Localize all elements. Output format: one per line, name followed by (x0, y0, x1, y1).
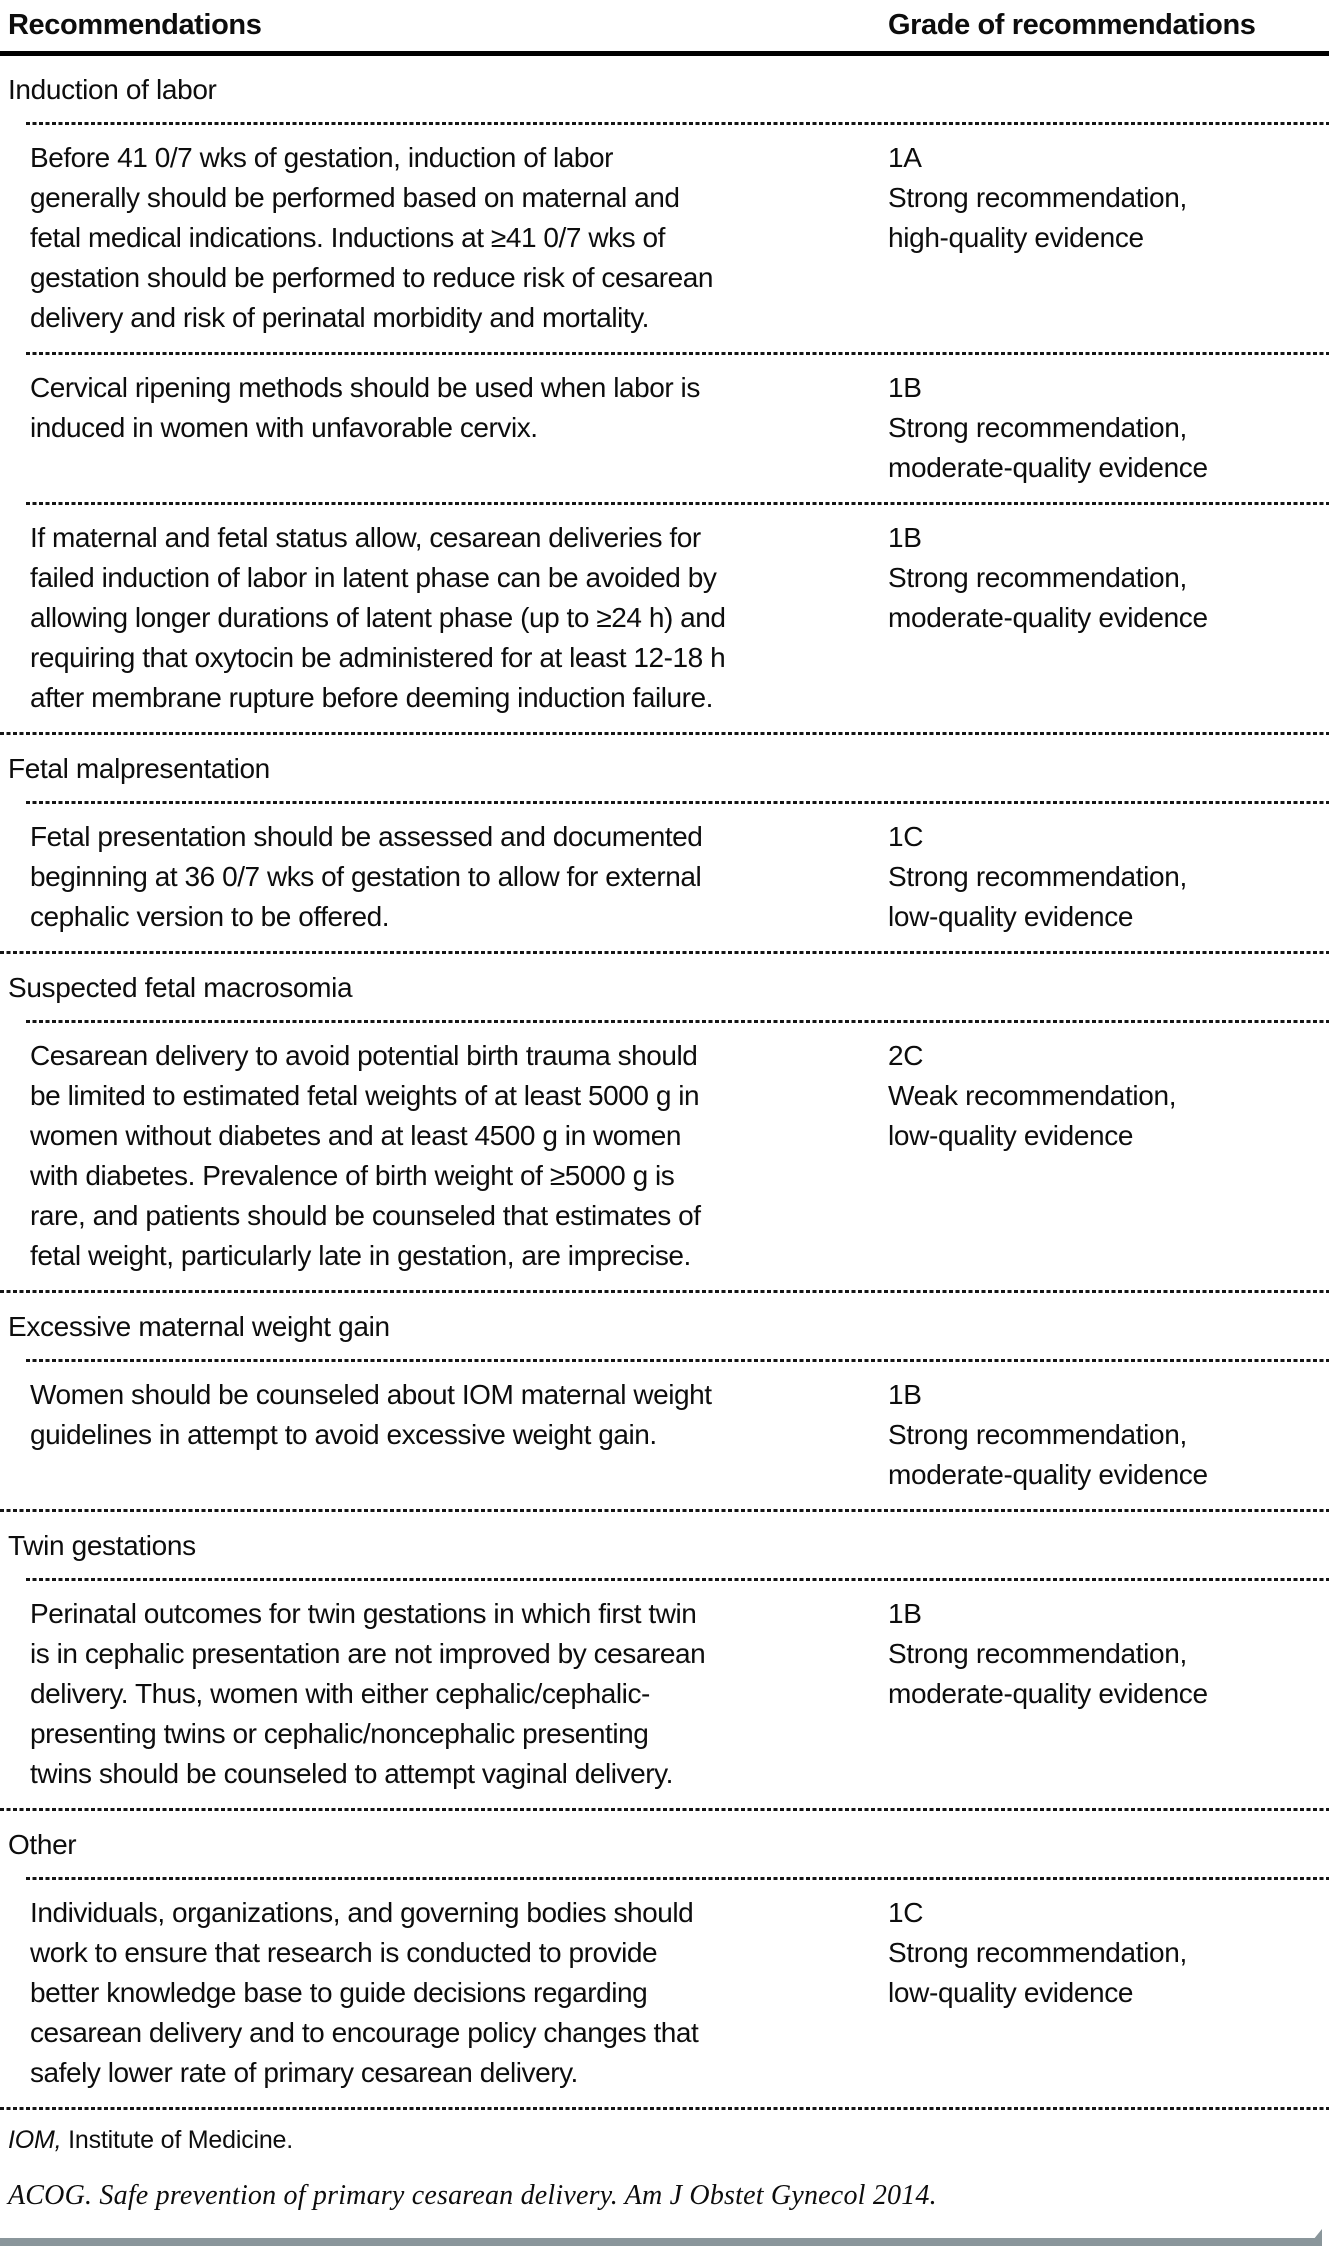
table-row (0, 505, 1329, 732)
recommendation-cell (0, 1594, 888, 1794)
recommendation-text-line: fetal medical indications. Inductions at ≥41 0/7 wks of (30, 222, 665, 253)
abbreviation-term: IOM, (8, 2126, 62, 2154)
recommendation-cell (0, 1893, 888, 2093)
table-section (0, 1290, 1329, 1509)
section-rows (0, 804, 1329, 951)
recommendation-text-line: twins should be counseled to attempt vaginal delivery. (30, 1758, 673, 1789)
grade-code: 1B (888, 1379, 922, 1410)
recommendation-text-line: failed induction of labor in latent phase can be avoided by (30, 562, 717, 593)
grade-cell (888, 518, 1329, 718)
grade-description-line: Strong recommendation, (888, 1937, 1187, 1968)
grade-code: 2C (888, 1040, 924, 1071)
recommendation-text-line: allowing longer durations of latent phase (up to ≥24 h) and (30, 602, 726, 633)
recommendation-text-line: delivery. Thus, women with either cephalic/cephalic- (30, 1678, 650, 1709)
table-section (0, 1808, 1329, 2107)
recommendation-cell (0, 1375, 888, 1495)
recommendation-text-line: Perinatal outcomes for twin gestations in which first twin (30, 1598, 697, 1629)
grade-description-line: Strong recommendation, (888, 412, 1187, 443)
grade-description-line: Strong recommendation, (888, 182, 1187, 213)
grade-cell (888, 817, 1329, 937)
grade-description-line: moderate-quality evidence (888, 1678, 1208, 1709)
table-row (0, 804, 1329, 951)
grade-cell (888, 1036, 1329, 1276)
grade-cell (888, 1375, 1329, 1495)
recommendation-cell (0, 138, 888, 338)
bar-curl-tip (1305, 2229, 1322, 2246)
section-title: Twin gestations (8, 1530, 196, 1561)
abbreviation-note (0, 2110, 1329, 2155)
grade-code: 1B (888, 1598, 922, 1629)
recommendation-text-line: guidelines in attempt to avoid excessive weight gain. (30, 1419, 657, 1450)
recommendation-text-line: Fetal presentation should be assessed and documented (30, 821, 703, 852)
grade-code: 1C (888, 1897, 924, 1928)
recommendation-text-line: Before 41 0/7 wks of gestation, induction of labor (30, 142, 613, 173)
table-row (0, 125, 1329, 352)
grade-description-line: low-quality evidence (888, 1977, 1134, 2008)
recommendation-text-line: fetal weight, particularly late in gestation, are imprecise. (30, 1240, 691, 1271)
recommendation-text-line: gestation should be performed to reduce risk of cesarean (30, 262, 713, 293)
table-section (0, 56, 1329, 732)
grade-description-line: low-quality evidence (888, 1120, 1134, 1151)
section-title: Induction of labor (8, 74, 217, 105)
grade-code: 1B (888, 522, 922, 553)
section-title: Other (8, 1829, 77, 1860)
recommendation-text-line: cesarean delivery and to encourage policy changes that (30, 2017, 699, 2048)
column-header-grade: Grade of recommendations (888, 9, 1256, 41)
grade-code: 1A (888, 142, 922, 173)
recommendation-text-line: requiring that oxytocin be administered for at least 12-18 h (30, 642, 726, 673)
recommendation-cell (0, 817, 888, 937)
recommendation-text-line: safely lower rate of primary cesarean delivery. (30, 2057, 578, 2088)
table-row (0, 1023, 1329, 1290)
section-rows (0, 1581, 1329, 1808)
section-title: Fetal malpresentation (8, 753, 270, 784)
section-rows (0, 1023, 1329, 1290)
table-row (0, 1880, 1329, 2107)
grade-description-line: Strong recommendation, (888, 1419, 1187, 1450)
grade-description-line: moderate-quality evidence (888, 602, 1208, 633)
grade-description-line: Strong recommendation, (888, 1638, 1187, 1669)
recommendation-text-line: beginning at 36 0/7 wks of gestation to allow for external (30, 861, 702, 892)
citation: ACOG. Safe prevention of primary cesarean delivery. Am J Obstet Gynecol 2014. (8, 2180, 937, 2211)
recommendation-text-line: is in cephalic presentation are not improved by cesarean (30, 1638, 706, 1669)
recommendation-cell (0, 518, 888, 718)
recommendation-text-line: rare, and patients should be counseled that estimates of (30, 1200, 701, 1231)
recommendation-text-line: women without diabetes and at least 4500 g in women (30, 1120, 682, 1151)
grade-code: 1B (888, 372, 922, 403)
table-header-row (0, 5, 1329, 51)
recommendation-cell (0, 368, 888, 488)
grade-cell (888, 138, 1329, 338)
recommendation-text-line: Individuals, organizations, and governing bodies should (30, 1897, 694, 1928)
recommendation-cell (0, 1036, 888, 1276)
abbreviation-definition: Institute of Medicine. (61, 2126, 294, 2154)
recommendation-text-line: after membrane rupture before deeming induction failure. (30, 682, 713, 713)
table-row (0, 355, 1329, 502)
grade-code: 1C (888, 821, 924, 852)
table-section (0, 732, 1329, 951)
recommendation-text-line: induced in women with unfavorable cervix. (30, 412, 538, 443)
grade-description-line: high-quality evidence (888, 222, 1144, 253)
recommendation-text-line: cephalic version to be offered. (30, 901, 390, 932)
table-row (0, 1581, 1329, 1808)
grade-description-line: low-quality evidence (888, 901, 1134, 932)
recommendation-text-line: better knowledge base to guide decisions regarding (30, 1977, 648, 2008)
section-rows (0, 1362, 1329, 1509)
section-rows (0, 125, 1329, 732)
recommendation-text-line: presenting twins or cephalic/noncephalic presenting (30, 1718, 649, 1749)
section-rows (0, 1880, 1329, 2107)
recommendation-text-line: with diabetes. Prevalence of birth weight of ≥5000 g is (30, 1160, 675, 1191)
section-title: Excessive maternal weight gain (8, 1311, 390, 1342)
grade-cell (888, 1594, 1329, 1794)
grade-cell (888, 368, 1329, 488)
recommendation-text-line: If maternal and fetal status allow, cesarean deliveries for (30, 522, 701, 553)
section-title: Suspected fetal macrosomia (8, 972, 353, 1003)
table-section (0, 951, 1329, 1290)
grade-description-line: Strong recommendation, (888, 562, 1187, 593)
table-body (0, 56, 1329, 2107)
grade-description-line: Strong recommendation, (888, 861, 1187, 892)
recommendation-text-line: Women should be counseled about IOM maternal weight (30, 1379, 712, 1410)
recommendation-text-line: generally should be performed based on maternal and (30, 182, 680, 213)
recommendation-text-line: delivery and risk of perinatal morbidity and mortality. (30, 302, 650, 333)
grade-description-line: moderate-quality evidence (888, 1459, 1208, 1490)
grade-description-line: moderate-quality evidence (888, 452, 1208, 483)
table-row (0, 1362, 1329, 1509)
recommendation-text-line: Cervical ripening methods should be used when labor is (30, 372, 700, 403)
table-section (0, 1509, 1329, 1808)
column-header-recommendations: Recommendations (8, 9, 262, 41)
decorative-bottom-bar (0, 2238, 1322, 2246)
recommendation-text-line: Cesarean delivery to avoid potential birth trauma should (30, 1040, 698, 1071)
grade-description-line: Weak recommendation, (888, 1080, 1177, 1111)
recommendation-text-line: be limited to estimated fetal weights of at least 5000 g in (30, 1080, 700, 1111)
recommendation-text-line: work to ensure that research is conducted to provide (30, 1937, 658, 1968)
grade-cell (888, 1893, 1329, 2093)
